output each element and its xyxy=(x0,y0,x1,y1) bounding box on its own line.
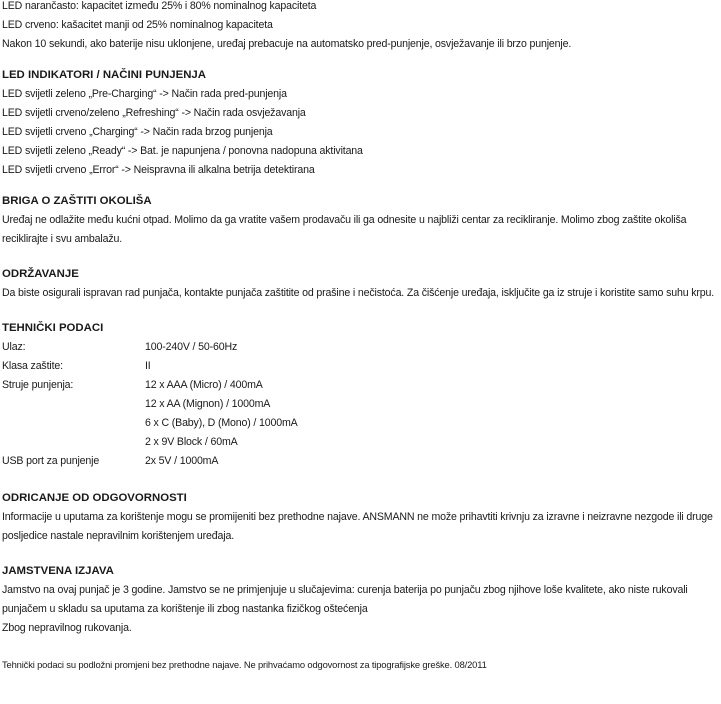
led-indicators-heading: LED INDIKATORI / NAČINI PUNJENJA xyxy=(2,69,206,81)
led-line-error: LED svijetli crveno „Error“ -> Neispravna ili alkalna betrija detektirana xyxy=(2,164,315,176)
spec-value-current-9v: 2 x 9V Block / 60mA xyxy=(145,436,238,448)
disclaimer-line-2: posljedice nastale nepravilnim korištenjem uređaja. xyxy=(2,530,235,542)
spec-label-input: Ulaz: xyxy=(2,341,26,353)
led-line-charging: LED svijetli crveno „Charging“ -> Način rada brzog punjenja xyxy=(2,126,273,138)
disclaimer-heading: ODRICANJE OD ODGOVORNOSTI xyxy=(2,492,187,504)
environment-section xyxy=(2,192,717,249)
spec-label-usb: USB port za punjenje xyxy=(2,455,100,467)
led-line-refreshing: LED svijetli crveno/zeleno „Refreshing“ -> Način rada osvježavanja xyxy=(2,107,306,119)
spec-value-usb: 2x 5V / 1000mA xyxy=(145,455,219,467)
disclaimer-line-1: Informacije u uputama za korištenje mogu se promijeniti bez prethodne najave. ANSMANN ne može prihavtiti krivnju za izravne i neizravne nezgode ili druge xyxy=(2,511,713,523)
technical-data-section xyxy=(2,319,717,471)
spec-label-protection: Klasa zaštite: xyxy=(2,360,63,372)
spec-value-current-aa: 12 x AA (Mignon) / 1000mA xyxy=(145,398,271,410)
spec-label-currents: Struje punjenja: xyxy=(2,379,74,391)
led-indicators-section xyxy=(2,66,717,180)
spec-row-input xyxy=(2,338,717,357)
environment-line-2: reciklirajte i svu ambalažu. xyxy=(2,233,123,245)
warranty-heading: JAMSTVENA IZJAVA xyxy=(2,565,114,577)
spec-row-currents xyxy=(2,376,717,452)
battery-status-intro xyxy=(2,0,717,54)
intro-line-red: LED crveno: kašacitet manji od 25% nominalnog kapaciteta xyxy=(2,19,273,31)
spec-values-currents xyxy=(145,376,298,452)
environment-line-1: Uređaj ne odlažite među kućni otpad. Molimo da ga vratite vašem prodavaču ili ga odnesite u najbliži centar za recikliranje. Molimo zbog zaštite okoliša xyxy=(2,214,687,226)
spec-row-protection xyxy=(2,357,717,376)
disclaimer-section xyxy=(2,489,717,546)
intro-line-orange: LED narančasto: kapacitet između 25% i 80% nominalnog kapaciteta xyxy=(2,0,317,12)
technical-data-heading: TEHNIČKI PODACI xyxy=(2,322,104,334)
spec-row-usb xyxy=(2,452,717,471)
warranty-line-1: Jamstvo na ovaj punjač je 3 godine. Jamstvo se ne primjenjuje u slučajevima: curenja baterija po punjaču zbog njihove loše kvalitete, ako niste rukovali xyxy=(2,584,688,596)
footer-note: Tehnički podaci su podložni promjeni bez prethodne najave. Ne prihvaćamo odgovornost za tipografijske greške. 08/2011 xyxy=(2,659,487,670)
spec-value-input: 100-240V / 50-60Hz xyxy=(145,341,238,353)
maintenance-heading: ODRŽAVANJE xyxy=(2,268,79,280)
warranty-line-3: Zbog nepravilnog rukovanja. xyxy=(2,622,132,634)
warranty-line-2: punjačem u skladu sa uputama za korištenje ili zbog nastanka fizičkog oštećenja xyxy=(2,603,368,615)
warranty-section xyxy=(2,562,717,638)
spec-value-current-aaa: 12 x AAA (Micro) / 400mA xyxy=(145,379,263,391)
led-line-ready: LED svijetli zeleno „Ready“ -> Bat. je napunjena / ponovna nadopuna aktivitana xyxy=(2,145,363,157)
environment-heading: BRIGA O ZAŠTITI OKOLIŠA xyxy=(2,195,152,207)
led-line-pre-charging: LED svijetli zeleno „Pre-Charging“ -> Način rada pred-punjenja xyxy=(2,88,287,100)
intro-line-auto-mode: Nakon 10 sekundi, ako baterije nisu uklonjene, uređaj prebacuje na automatsko pred-punjenje, osvježavanje ili brzo punjenje. xyxy=(2,38,572,50)
maintenance-text: Da biste osigurali ispravan rad punjača, kontakte punjača zaštitite od prašine i nečistoća. Za čišćenje uređaja, isključite ga iz struje i koristite samo suhu krpu. xyxy=(2,287,715,299)
spec-value-current-c-d: 6 x C (Baby), D (Mono) / 1000mA xyxy=(145,417,298,429)
maintenance-section xyxy=(2,265,717,303)
spec-value-protection: II xyxy=(145,360,151,372)
